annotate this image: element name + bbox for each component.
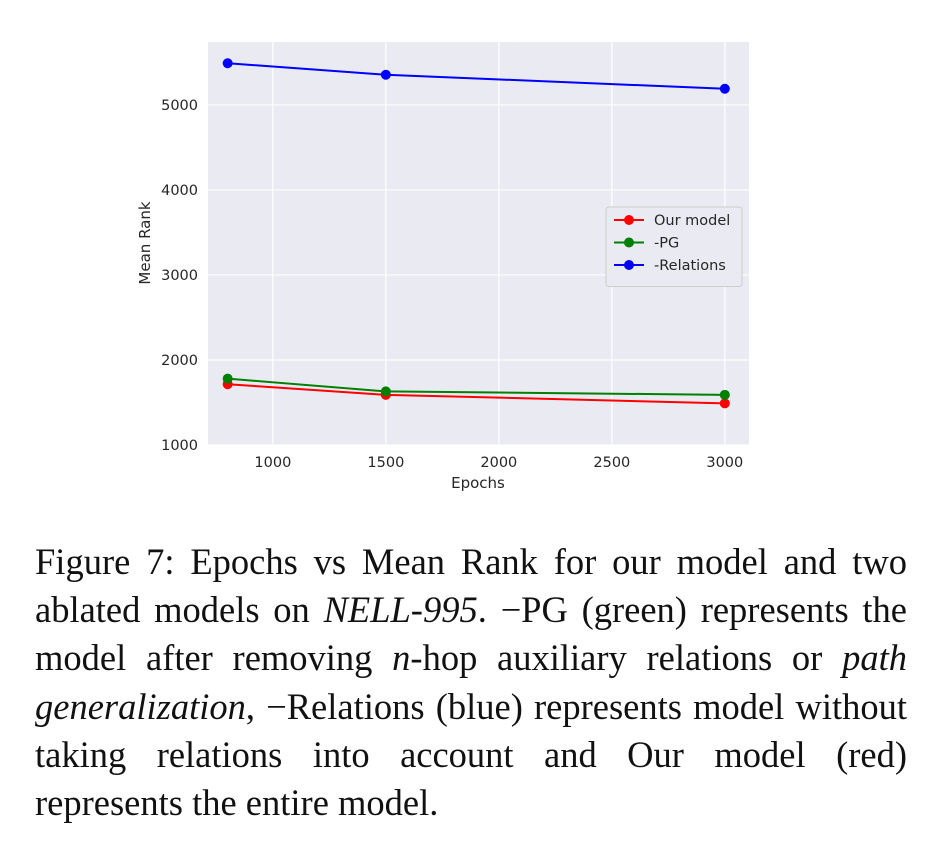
legend (606, 207, 742, 287)
data-point (223, 58, 233, 68)
y-tick-labels (161, 98, 198, 454)
x-tick-label: 1000 (254, 455, 292, 471)
x-tick-labels (254, 455, 743, 471)
legend-marker (624, 260, 634, 270)
data-point (720, 84, 730, 94)
y-tick-label: 3000 (161, 267, 198, 284)
data-point (223, 374, 233, 384)
figure-caption (35, 538, 907, 827)
data-point (720, 390, 730, 400)
legend-marker (624, 215, 634, 225)
y-axis-label: Mean Rank (136, 201, 154, 285)
legend-marker (624, 238, 634, 248)
data-point (381, 70, 391, 80)
caption-n-variable: n (392, 637, 411, 679)
x-tick-label: 2500 (593, 455, 631, 471)
legend-label: -PG (654, 235, 680, 252)
x-tick-label: 1500 (367, 455, 405, 471)
x-tick-label: 2000 (480, 455, 518, 471)
legend-label: Our model (654, 213, 731, 229)
caption-dataset: NELL-995 (323, 589, 478, 631)
data-point (720, 398, 730, 408)
legend-label: -Relations (654, 258, 726, 274)
y-tick-label: 2000 (161, 352, 198, 369)
caption-part-3: -hop auxiliary relations or (410, 637, 843, 679)
y-tick-label: 4000 (161, 182, 198, 199)
caption-part-1: Figure 7: Epochs vs Mean Rank for our model and two ablated models on (35, 541, 907, 631)
data-point (381, 386, 391, 396)
y-tick-label: 5000 (161, 97, 198, 114)
y-tick-label: 1000 (161, 438, 198, 454)
caption-part-4: , −Relations (blue) represents model without taking relations into account and Our model (red) represents the entire model. (35, 685, 907, 824)
caption-path-generalization: path generalization (35, 637, 907, 727)
x-axis-label: Epochs (451, 474, 505, 492)
x-tick-label: 3000 (706, 455, 744, 471)
caption-part-2: . −PG (green) represents the model after removing (35, 589, 907, 679)
